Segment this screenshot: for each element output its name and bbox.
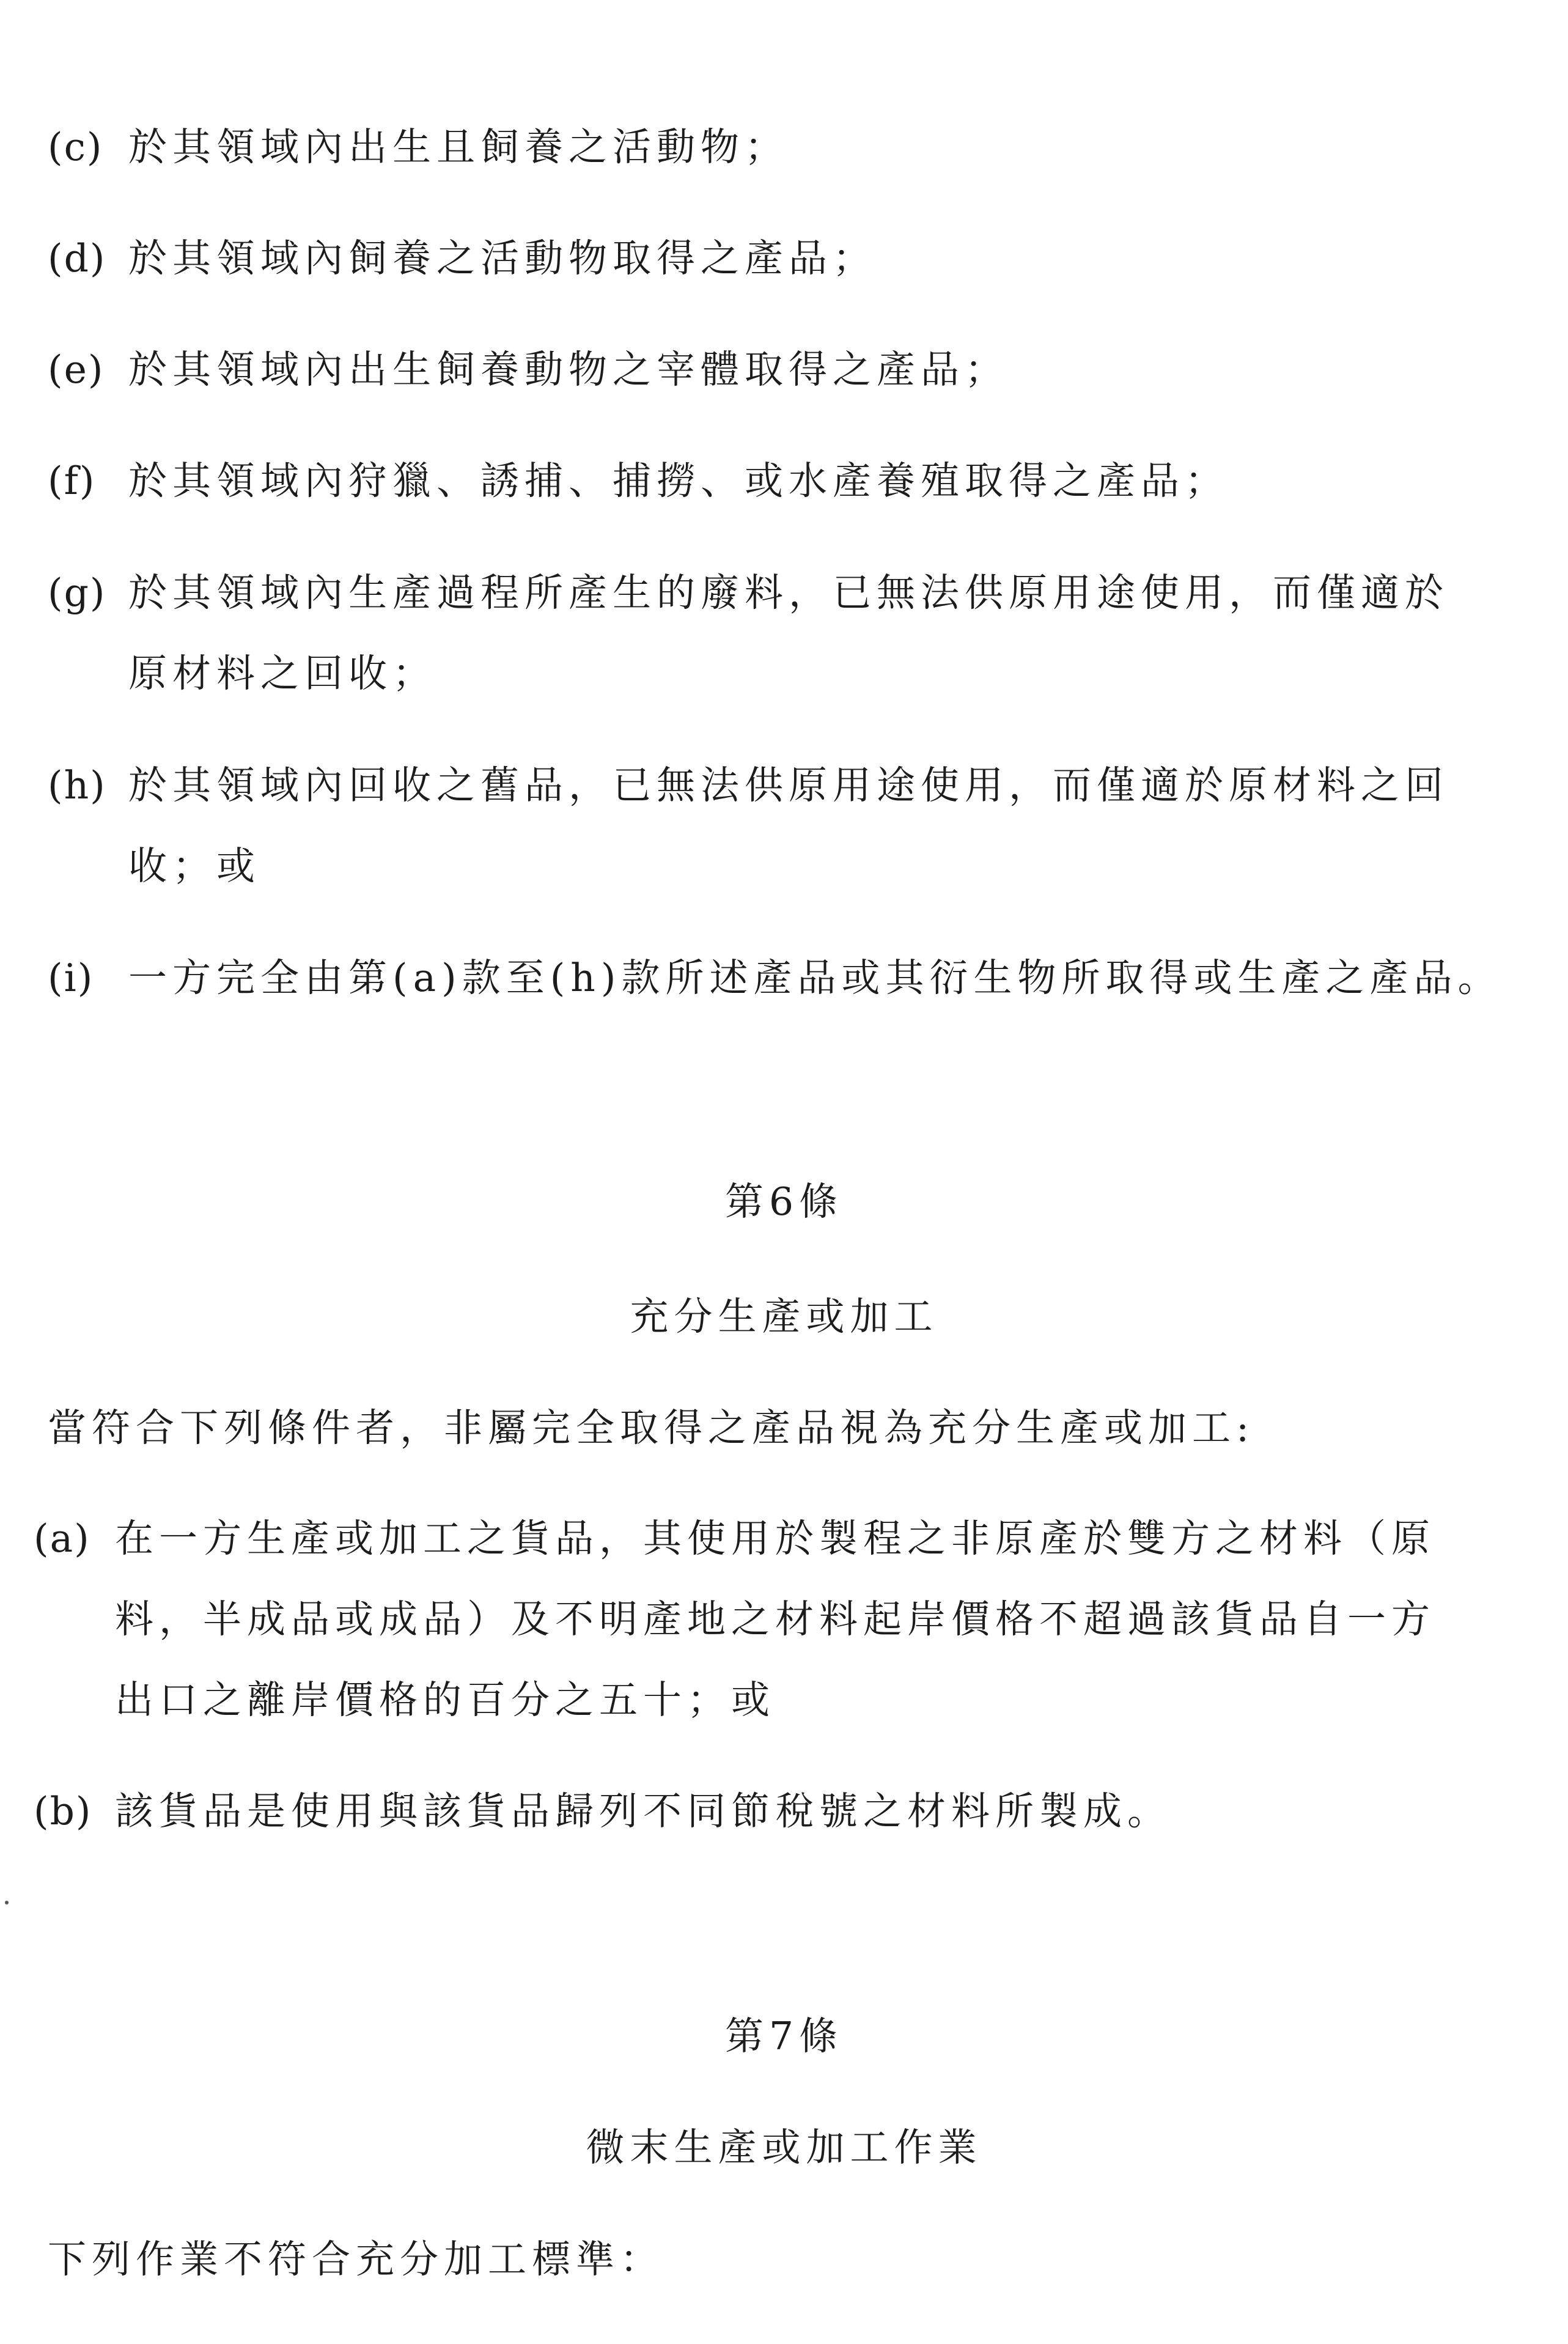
item-e-label: (e) <box>48 347 105 392</box>
scan-speck <box>5 1901 9 1904</box>
article6-number: 第6條 <box>724 1179 844 1224</box>
item-g-text-line1: 於其領域內生產過程所產生的廢料，已無法供原用途使用，而僅適於 <box>128 570 1449 615</box>
article6-title: 充分生產或加工 <box>630 1294 938 1339</box>
article7-title: 微末生產或加工作業 <box>586 2125 982 2170</box>
item-d-text: 於其領域內飼養之活動物取得之產品； <box>128 236 877 281</box>
item-f-label: (f) <box>48 459 96 503</box>
item-h-label: (h) <box>48 763 106 808</box>
article6-item-a-line3: 出口之離岸價格的百分之五十；或 <box>115 1678 775 1722</box>
article6-intro: 當符合下列條件者，非屬完全取得之產品視為充分生產或加工: <box>48 1406 1255 1450</box>
article6-item-b-text: 該貨品是使用與該貨品歸列不同節稅號之材料所製成。 <box>115 1789 1171 1834</box>
article6-item-a-label: (a) <box>34 1516 90 1561</box>
item-i-label: (i) <box>48 956 94 1000</box>
item-e-text: 於其領域內出生飼養動物之宰體取得之產品； <box>128 347 1009 392</box>
item-c-text: 於其領域內出生且飼養之活動物； <box>128 125 789 169</box>
article7-number: 第7條 <box>724 2014 844 2058</box>
item-c-label: (c) <box>48 125 103 169</box>
item-f-text: 於其領域內狩獵、誘捕、捕撈、或水產養殖取得之產品； <box>128 459 1229 503</box>
article7-intro: 下列作業不符合充分加工標準： <box>48 2237 664 2282</box>
article6-item-b-label: (b) <box>34 1789 92 1834</box>
item-d-label: (d) <box>48 236 106 281</box>
item-h-text-line1: 於其領域內回收之舊品，已無法供原用途使用，而僅適於原材料之回 <box>128 763 1449 808</box>
article6-item-a-line1: 在一方生產或加工之貨品，其使用於製程之非原產於雙方之材料（原 <box>115 1516 1435 1561</box>
item-g-label: (g) <box>48 570 106 615</box>
item-g-text-line2: 原材料之回收； <box>128 651 436 696</box>
item-h-text-line2: 收；或 <box>128 844 260 888</box>
article6-item-a-line2: 料，半成品或成品）及不明產地之材料起岸價格不超過該貨品自一方 <box>115 1597 1435 1642</box>
item-i-text: 一方完全由第(a)款至(h)款所述產品或其衍生物所取得或生產之產品。 <box>128 956 1502 1000</box>
